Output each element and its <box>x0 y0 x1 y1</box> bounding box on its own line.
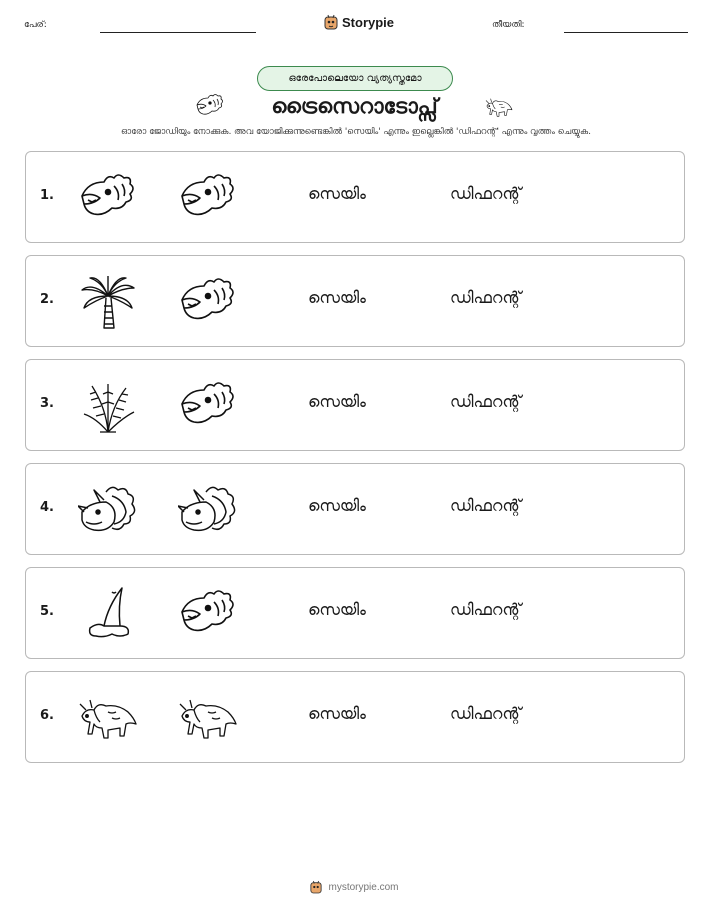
same-option[interactable]: സെയിം <box>308 184 366 203</box>
question-row <box>25 671 685 763</box>
question-number: 2. <box>40 292 54 307</box>
same-option[interactable]: സെയിം <box>308 392 366 411</box>
dino-head-icon <box>195 92 225 120</box>
triceratops-head-icon <box>178 482 238 538</box>
triceratops-body-icon <box>482 94 516 120</box>
different-option[interactable]: ഡിഫറന്റ് <box>450 496 522 515</box>
triceratops-body-icon <box>178 690 238 746</box>
question-number: 6. <box>40 708 54 723</box>
horn-icon <box>78 586 138 642</box>
instructions: ഓരോ ജോഡിയും നോക്കുക. അവ യോജിക്കുന്നുണ്ടെങ്കിൽ 'സെയിം' എന്നും ഇല്ലെങ്കിൽ 'ഡിഫറന്റ്' എന്നും വൃത്തം ചെയ്യുക. <box>121 127 591 137</box>
question-row <box>25 255 685 347</box>
category-badge: ഒരേപോലെയോ വ്യത്യസ്തമോ <box>257 66 453 91</box>
footer <box>0 880 709 894</box>
question-number: 1. <box>40 188 54 203</box>
question-number: 3. <box>40 396 54 411</box>
storypie-logo-icon <box>310 880 322 894</box>
different-option[interactable]: ഡിഫറന്റ് <box>450 288 522 307</box>
dino-head-icon <box>178 586 238 642</box>
brand-name: Storypie <box>342 14 395 30</box>
triceratops-head-icon <box>78 482 138 538</box>
palm-tree-icon <box>78 274 138 330</box>
dino-head-icon <box>178 378 238 434</box>
question-number: 5. <box>40 604 54 619</box>
question-number: 4. <box>40 500 54 515</box>
question-row <box>25 463 685 555</box>
dino-head-icon <box>178 170 238 226</box>
different-option[interactable]: ഡിഫറന്റ് <box>450 600 522 619</box>
name-line[interactable] <box>100 32 256 33</box>
dino-head-icon <box>178 274 238 330</box>
question-row <box>25 359 685 451</box>
date-line[interactable] <box>564 32 688 33</box>
different-option[interactable]: ഡിഫറന്റ് <box>450 392 522 411</box>
storypie-logo-icon <box>324 14 338 30</box>
same-option[interactable]: സെയിം <box>308 288 366 307</box>
different-option[interactable]: ഡിഫറന്റ് <box>450 184 522 203</box>
name-label: പേര്: <box>24 20 47 30</box>
title-row <box>0 90 709 124</box>
date-label: തീയതി: <box>492 20 525 30</box>
question-row <box>25 567 685 659</box>
page-title: ട്രൈസെറാടോപ്സ് <box>271 94 438 118</box>
different-option[interactable]: ഡിഫറന്റ് <box>450 704 522 723</box>
question-row <box>25 151 685 243</box>
same-option[interactable]: സെയിം <box>308 704 366 723</box>
same-option[interactable]: സെയിം <box>308 496 366 515</box>
fern-plant-icon <box>78 378 138 434</box>
brand-logo <box>324 14 394 30</box>
worksheet-header <box>24 14 688 38</box>
dino-head-icon <box>78 170 138 226</box>
same-option[interactable]: സെയിം <box>308 600 366 619</box>
triceratops-body-icon <box>78 690 138 746</box>
footer-url[interactable]: mystorypie.com <box>328 881 399 893</box>
